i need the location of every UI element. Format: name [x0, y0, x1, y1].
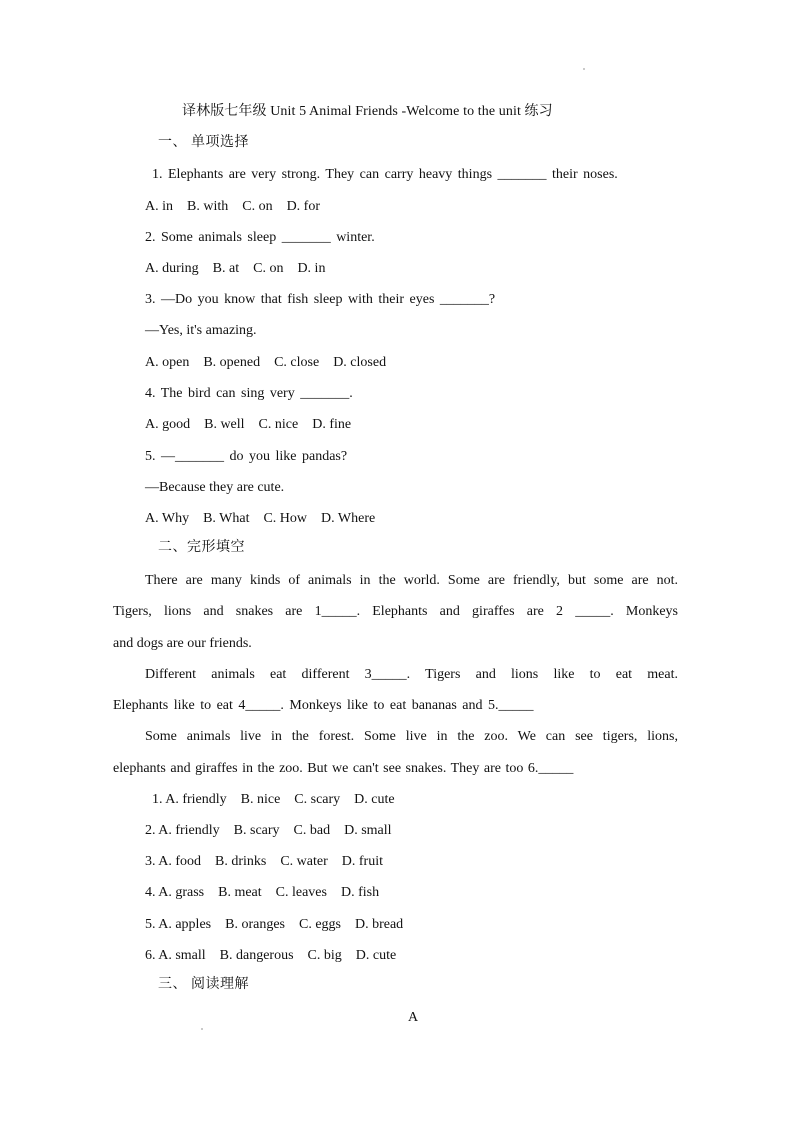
question-5-answer-line: —Because they are cute. [145, 480, 285, 495]
cloze-paragraph-2-line-1: Different animals eat different 3_____. Tigers and lions like to eat meat. [145, 667, 678, 682]
cloze-paragraph-1-line-3: and dogs are our friends. [113, 636, 252, 651]
cloze-paragraph-1-line-2: Tigers, lions and snakes are 1_____. Elephants and giraffes are 2 _____. Monkeys [113, 604, 678, 619]
question-5-options: A. Why B. What C. How D. Where [145, 511, 376, 526]
worksheet-title: 译林版七年级 Unit 5 Animal Friends -Welcome to the unit 练习 [182, 104, 553, 119]
section-heading-reading: 三、 阅读理解 [158, 977, 249, 992]
scan-speck [583, 68, 585, 70]
question-4-options: A. good B. well C. nice D. fine [145, 417, 352, 432]
question-3-options: A. open B. opened C. close D. closed [145, 355, 387, 370]
cloze-options-3: 3. A. food B. drinks C. water D. fruit [145, 854, 383, 869]
cloze-options-6: 6. A. small B. dangerous C. big D. cute [145, 948, 397, 963]
cloze-paragraph-3-line-1: Some animals live in the forest. Some live in the zoo. We can see tigers, lions, [145, 729, 678, 744]
cloze-options-2: 2. A. friendly B. scary C. bad D. small [145, 823, 392, 838]
section-heading-cloze: 二、完形填空 [158, 540, 245, 555]
cloze-paragraph-3-line-2: elephants and giraffes in the zoo. But we can't see snakes. They are too 6._____ [113, 761, 574, 776]
cloze-options-4: 4. A. grass B. meat C. leaves D. fish [145, 885, 380, 900]
question-3-stem: 3. —Do you know that fish sleep with their eyes _______? [145, 292, 496, 307]
cloze-paragraph-1-line-1: There are many kinds of animals in the world. Some are friendly, but some are not. [145, 573, 678, 588]
question-5-stem: 5. —_______ do you like pandas? [145, 449, 348, 464]
question-3-answer-line: —Yes, it's amazing. [145, 323, 257, 338]
question-1-options: A. in B. with C. on D. for [145, 199, 320, 214]
scan-speck [201, 1028, 203, 1030]
question-1-stem: 1. Elephants are very strong. They can carry heavy things _______ their noses. [152, 167, 618, 182]
cloze-paragraph-2-line-2: Elephants like to eat 4_____. Monkeys like to eat bananas and 5._____ [113, 698, 534, 713]
cloze-options-1: 1. A. friendly B. nice C. scary D. cute [152, 792, 395, 807]
question-2-stem: 2. Some animals sleep _______ winter. [145, 230, 375, 245]
cloze-options-5: 5. A. apples B. oranges C. eggs D. bread [145, 917, 404, 932]
question-4-stem: 4. The bird can sing very _______. [145, 386, 353, 401]
section-heading-multiple-choice: 一、 单项选择 [158, 135, 249, 150]
question-2-options: A. during B. at C. on D. in [145, 261, 326, 276]
passage-label: A [408, 1010, 419, 1025]
